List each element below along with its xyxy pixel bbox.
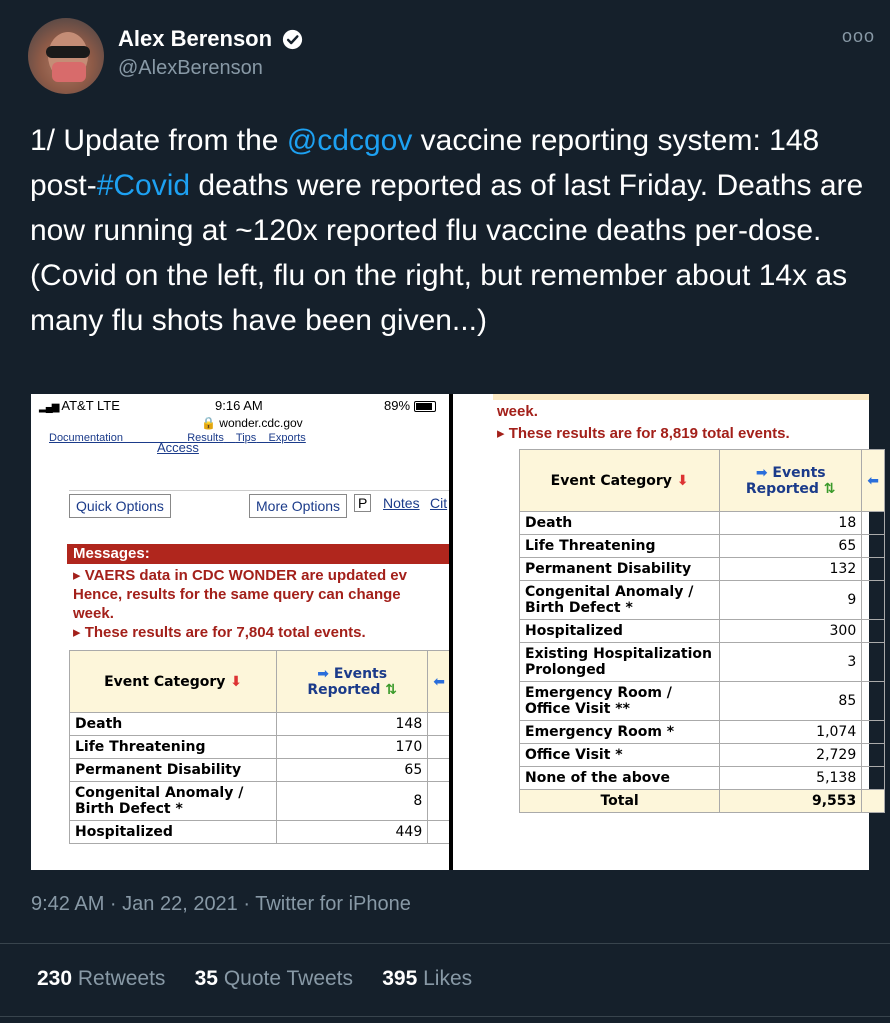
avatar-mask xyxy=(52,62,86,82)
cdc-nav-partial xyxy=(49,432,349,444)
right-results-table xyxy=(519,449,885,813)
tweet-text xyxy=(30,118,870,343)
events-reported-cell: 2,729 xyxy=(720,744,862,767)
events-reported-cell: 1,074 xyxy=(720,721,862,744)
empty-cell xyxy=(862,643,885,682)
hashtag-link[interactable]: #Covid xyxy=(96,169,191,202)
table-header-row xyxy=(70,651,451,713)
sort-down-icon[interactable]: ⬇ xyxy=(230,673,243,690)
empty-cell xyxy=(862,512,885,535)
tweet-text-part: deaths were reported as of last Friday. Deaths are now running at ~120x reported flu vaccine deaths per-dose. (Covid on the left, flu on the right, but remember about 14x as many flu shots have been given...) xyxy=(30,169,864,337)
event-category-cell: None of the above xyxy=(520,767,720,790)
event-category-cell: Death xyxy=(520,512,720,535)
avatar-glasses xyxy=(46,46,90,58)
messages-body xyxy=(73,566,453,642)
empty-cell xyxy=(862,790,885,813)
cdc-nav-item[interactable]: Tips xyxy=(235,432,257,444)
divider xyxy=(0,943,890,944)
event-category-cell: Hospitalized xyxy=(520,620,720,643)
empty-cell xyxy=(862,558,885,581)
header-label: Event Category xyxy=(104,673,226,690)
header-extra-column xyxy=(862,450,885,512)
battery-icon xyxy=(414,401,436,412)
header-events-reported[interactable] xyxy=(720,450,862,512)
quotes-label: Quote Tweets xyxy=(223,967,354,990)
events-reported-cell: 5,138 xyxy=(720,767,862,790)
empty-cell xyxy=(862,744,885,767)
table-row xyxy=(70,736,451,759)
messages-header: Messages: xyxy=(67,544,455,564)
events-reported-cell: 300 xyxy=(720,620,862,643)
message-line: week. xyxy=(73,605,114,622)
divider xyxy=(0,1016,890,1017)
access-link[interactable]: Access xyxy=(157,440,199,455)
empty-cell xyxy=(428,759,451,782)
sort-toggle-icon[interactable]: ⇅ xyxy=(823,480,836,497)
table-row xyxy=(520,512,885,535)
likes-stat[interactable] xyxy=(382,967,472,990)
message-line: Hence, results for the same query can change xyxy=(73,586,401,603)
events-reported-cell: 65 xyxy=(720,535,862,558)
p-button[interactable]: P xyxy=(354,494,371,512)
tweet-timestamp[interactable]: 9:42 AM · Jan 22, 2021 · Twitter for iPhone xyxy=(31,893,411,915)
empty-cell xyxy=(428,736,451,759)
header-extra-column xyxy=(428,651,451,713)
signal-icon: ▂▄▆ xyxy=(39,402,59,413)
message-line: ▸ These results are for 8,819 total events. xyxy=(497,425,790,442)
events-reported-cell: 3 xyxy=(720,643,862,682)
empty-cell xyxy=(862,535,885,558)
empty-cell xyxy=(428,782,451,821)
arrow-right-icon: ➡ xyxy=(755,464,768,481)
engagement-stats xyxy=(37,967,472,991)
sort-down-icon[interactable]: ⬇ xyxy=(676,472,689,489)
empty-cell xyxy=(428,821,451,844)
tweet-text-part: 1/ Update from the xyxy=(30,124,287,157)
message-line: ▸ VAERS data in CDC WONDER are updated ev xyxy=(73,567,407,584)
event-category-cell: Life Threatening xyxy=(70,736,277,759)
retweets-label: Retweets xyxy=(77,967,166,990)
table-row xyxy=(520,721,885,744)
header-events-reported[interactable] xyxy=(277,651,428,713)
cdc-nav-item[interactable]: Exports xyxy=(268,432,306,444)
events-reported-cell: 8 xyxy=(277,782,428,821)
author-handle[interactable]: @AlexBerenson xyxy=(118,57,263,79)
sort-toggle-icon[interactable]: ⇅ xyxy=(385,681,397,698)
event-category-cell: Permanent Disability xyxy=(70,759,277,782)
media-image-right[interactable] xyxy=(453,394,879,870)
events-reported-cell: 18 xyxy=(720,512,862,535)
event-category-cell: Permanent Disability xyxy=(520,558,720,581)
divider xyxy=(69,490,449,491)
battery-level xyxy=(384,398,436,413)
notes-link[interactable]: Notes xyxy=(383,495,420,511)
cit-link[interactable]: Cit xyxy=(430,495,448,511)
tweet-text-part: vaccine reporting system: 148 post- xyxy=(30,124,820,202)
events-reported-cell: 132 xyxy=(720,558,862,581)
table-row xyxy=(520,682,885,721)
table-row xyxy=(520,643,885,682)
event-category-cell: Existing Hospitalization Prolonged xyxy=(520,643,720,682)
avatar[interactable] xyxy=(28,18,104,94)
battery-text: 89% xyxy=(384,398,411,413)
table-row xyxy=(520,620,885,643)
carrier-text: AT&T LTE xyxy=(61,398,120,413)
header-label: Events Reported xyxy=(307,665,388,698)
event-category-cell: Emergency Room / Office Visit ** xyxy=(520,682,720,721)
likes-label: Likes xyxy=(423,967,473,990)
event-category-cell: Death xyxy=(70,713,277,736)
event-category-cell: Hospitalized xyxy=(70,821,277,844)
quote-tweets-stat[interactable] xyxy=(195,967,353,990)
browser-url xyxy=(201,416,303,430)
more-options-button[interactable]: More Options xyxy=(249,494,347,518)
status-time: 9:16 AM xyxy=(215,398,263,413)
events-reported-cell: 9 xyxy=(720,581,862,620)
cdc-nav-item[interactable]: Documentation xyxy=(49,432,123,444)
event-category-cell: Congenital Anomaly / Birth Defect * xyxy=(70,782,277,821)
lock-icon: 🔒 xyxy=(201,416,216,430)
total-label: Total xyxy=(520,790,720,813)
arrow-left-icon: ⬅ xyxy=(433,673,445,690)
event-category-cell: Office Visit * xyxy=(520,744,720,767)
table-row xyxy=(520,581,885,620)
table-row xyxy=(520,744,885,767)
table-row xyxy=(70,759,451,782)
author-name[interactable]: Alex Berenson xyxy=(118,26,273,51)
empty-cell xyxy=(862,620,885,643)
arrow-left-icon: ⬅ xyxy=(867,472,879,489)
events-reported-cell: 449 xyxy=(277,821,428,844)
table-row xyxy=(70,821,451,844)
empty-cell xyxy=(862,682,885,721)
empty-cell xyxy=(428,713,451,736)
table-total-row xyxy=(520,790,885,813)
events-reported-cell: 65 xyxy=(277,759,428,782)
carrier-label xyxy=(39,398,120,413)
arrow-right-icon: ➡ xyxy=(317,665,330,682)
event-category-cell: Emergency Room * xyxy=(520,721,720,744)
header-event-category[interactable] xyxy=(70,651,277,713)
events-reported-cell: 85 xyxy=(720,682,862,721)
table-row xyxy=(70,713,451,736)
retweets-stat[interactable] xyxy=(37,967,165,990)
url-text: wonder.cdc.gov xyxy=(219,416,303,430)
table-row xyxy=(70,782,451,821)
verified-badge-icon xyxy=(282,29,303,50)
table-row xyxy=(520,558,885,581)
empty-cell xyxy=(862,581,885,620)
header-label: Event Category xyxy=(550,472,672,489)
mention-link[interactable]: @cdcgov xyxy=(286,124,413,157)
table-row xyxy=(520,535,885,558)
event-category-cell: Life Threatening xyxy=(520,535,720,558)
retweets-count: 230 xyxy=(37,967,73,990)
partial-bar xyxy=(493,394,869,400)
left-results-table xyxy=(69,650,451,844)
media-image-left[interactable] xyxy=(31,394,449,870)
quotes-count: 35 xyxy=(194,967,218,990)
events-reported-cell: 170 xyxy=(277,736,428,759)
empty-cell xyxy=(862,721,885,744)
table-row xyxy=(520,767,885,790)
header-label: Events Reported xyxy=(745,464,826,497)
total-value: 9,553 xyxy=(720,790,862,813)
events-reported-cell: 148 xyxy=(277,713,428,736)
message-line: week. xyxy=(497,403,538,420)
table-header-row xyxy=(520,450,885,512)
more-options-icon[interactable]: ooo xyxy=(842,26,876,46)
empty-cell xyxy=(862,767,885,790)
tweet-media[interactable] xyxy=(31,394,879,870)
message-line: ▸ These results are for 7,804 total events. xyxy=(73,624,366,641)
event-category-cell: Congenital Anomaly / Birth Defect * xyxy=(520,581,720,620)
cdc-nav-item[interactable]: Results xyxy=(187,432,224,444)
likes-count: 395 xyxy=(382,967,418,990)
quick-options-button[interactable]: Quick Options xyxy=(69,494,171,518)
header-event-category[interactable] xyxy=(520,450,720,512)
